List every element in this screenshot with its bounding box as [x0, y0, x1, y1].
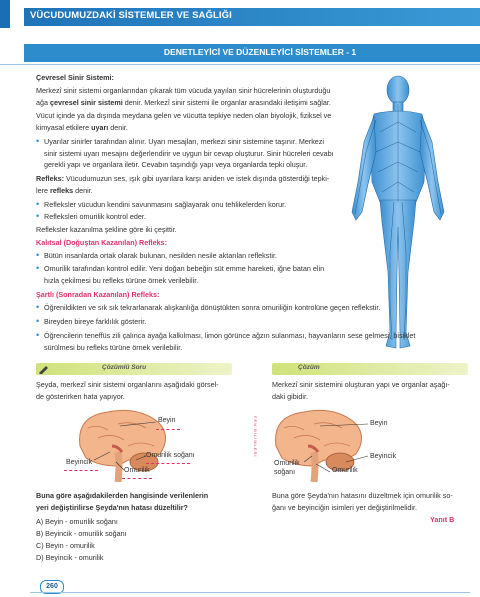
s-label-omurilik: Omurilik — [332, 467, 358, 474]
side-vertical-label — [250, 396, 258, 516]
section-title: DENETLEYİCİ VE DÜZENLEYİCİ SİSTEMLER - 1 — [163, 47, 357, 57]
question-ask-line-b: yeri değiştirilirse Şeyda'nın hatası düzeltilir? — [36, 502, 188, 512]
bullet-1-line-c: gerekli yapı ve organlara iletir. Cevabın taşındığı yapı veya organlarda tepki oluşur. — [44, 160, 308, 169]
s-label-omurilik-sogani-line-b: soğanı — [274, 469, 296, 476]
q-label-omurilik: Omurilik — [124, 467, 150, 474]
p3-line-b: lere refleks denir. — [36, 185, 93, 195]
heading-conditioned: Şartlı (Sonradan Kazanılan) Refleks: — [36, 290, 160, 299]
answer-label: Yanıt B — [430, 515, 455, 524]
bullet-innate-1: • Bütün insanlarda ortak olarak bulunan, nesilden nesile aktarılan reflekstir. — [44, 250, 277, 262]
paragraph-types: Refleksler kazanılma şekline göre iki çeşittir. — [36, 225, 177, 234]
q-pointer-lines — [60, 412, 200, 482]
bullet-conditioned-3 — [44, 330, 454, 353]
bullet-1-line-b: sinir sistemi uyarı mesajını değerlendirir ve uygun bir cevap oluşturur. Sinir hücreleri cevabı — [44, 148, 334, 158]
question-intro — [36, 379, 241, 402]
option-d: D) Beyincik - omurilik — [36, 553, 104, 562]
solution-intro-line-b: daki gibidir. — [272, 391, 308, 401]
bullet-innate-2-line-a: • Omurilik tarafından kontrol edilir. Yeni doğan bebeğin süt emme hareketi, iğne batan elin — [44, 264, 325, 273]
question-ask-line-a: Buna göre aşağıdakilerden hangisinde verilenlerin — [36, 491, 209, 500]
solution-text-line-b: ğanı ve beyinciğin isimleri yer değiştirilmelidir. — [272, 502, 418, 512]
chapter-title: VÜCUDUMUZDAKİ SİSTEMLER VE SAĞLIĞI — [30, 10, 232, 21]
question-tag: Çözümlü Soru — [102, 364, 147, 371]
solution-text-line-a: Buna göre Şeyda'nın hatasını düzeltmek için omurilik so- — [272, 491, 453, 500]
header-accent-bar — [0, 0, 10, 28]
option-b: B) Beyincik - omurilik soğanı — [36, 529, 127, 538]
bullet-defense: • Refleksler vücudun kendini savunmasını sağlayarak onu tehlikelerden korur. — [44, 199, 286, 211]
s-label-omurilik-sogani-line-a: Omurilik — [274, 460, 300, 467]
footer-line — [30, 592, 470, 593]
p3-line-a: Refleks: Vücudumuzun ses, ışık gibi uyarılara karşı aniden ve istek dışında gösterdiği tepki- — [36, 174, 330, 183]
question-intro-line-a: Şeyda, merkezî sinir sistemi organlarını aşağıdaki görsel- — [36, 380, 219, 389]
side-vertical-text: FEN BİLİMLERİ — [253, 416, 258, 458]
p2-line-b: kimyasal etkilere uyarı denir. — [36, 122, 128, 132]
s-label-omurilik-sogani — [274, 459, 300, 477]
bullet-stimulus — [44, 136, 346, 171]
bullet-innate-2-line-b: hızla çekilmesi bu refleks türüne örnek verilebilir. — [44, 275, 199, 285]
q-label-omurilik-sogani: Omurilik soğanı — [146, 452, 195, 459]
bullet-innate-2 — [44, 263, 346, 286]
option-a: A) Beyin - omurilik soğanı — [36, 517, 118, 526]
bullet-conditioned-3-line-a: • Öğrencilerin teneffüs zili çalınca ayağa kalkılması, limon görünce ağzın sulanması, hayvanların sese gelmesi, bisiklet — [44, 331, 416, 340]
heading-peripheral: Çevresel Sinir Sistemi: — [36, 73, 114, 82]
solution-tag-bar — [272, 363, 468, 375]
p1-line-b: ağa çevresel sinir sistemi denir. Merkezî sinir sistemi ile organlar arasındaki iletişimi sağlar. — [36, 97, 331, 107]
bullet-conditioned-1: • Öğrenildikten ve sık sık tekrarlanarak alışkanlığa dönüştükten sonra omuriliğin kontrolüne geçen reflekstir. — [44, 302, 380, 314]
p2-line-a: Vücut içinde ya da dışında meydana gelen ve vücutta tepkiye neden olan biyolojik, fiziksel ve — [36, 111, 332, 120]
bullet-spinal-control: • Refleksleri omurilik kontrol eder. — [44, 211, 146, 223]
page-header — [0, 0, 480, 64]
heading-innate: Kalıtsal (Doğuştan Kazanılan) Refleks: — [36, 238, 167, 247]
p1-line-a: Merkezî sinir sistemi organlarından çıkarak tüm vücuda yayılan sinir hücrelerinin oluşturduğu — [36, 86, 331, 95]
s-label-beyincik: Beyincik — [370, 453, 397, 460]
paragraph-2 — [36, 110, 346, 133]
question-tag-bar — [36, 363, 232, 375]
question-ask — [36, 490, 246, 513]
s-label-beyin: Beyin — [370, 420, 388, 427]
bullet-conditioned-3-line-b: sürülmesi bu refleks türüne örnek verilebilir. — [44, 342, 183, 352]
question-intro-line-b: de gösterirken hata yapıyor. — [36, 391, 125, 401]
page-number: 260 — [40, 580, 64, 594]
paragraph-1 — [36, 85, 346, 108]
solution-text — [272, 490, 472, 513]
solution-intro-line-a: Merkezî sinir sistemini oluşturan yapı ve organlar aşağı- — [272, 380, 450, 389]
paragraph-reflex — [36, 173, 346, 196]
header-divider — [0, 64, 480, 65]
option-c: C) Beyin - omurilik — [36, 541, 95, 550]
solution-tag: Çözüm — [298, 364, 320, 371]
solution-intro — [272, 379, 472, 402]
q-label-beyin: Beyin — [158, 417, 176, 424]
q-label-beyincik: Beyincik — [66, 459, 93, 466]
bullet-1-line-a: • Uyarılar sinirler tarafından alınır. Uyarı mesajları, merkezi sinir sistemine taşınır. Merkezi — [44, 137, 324, 146]
pencil-icon — [38, 364, 50, 374]
bullet-conditioned-2: • Bireyden bireye farklılık gösterir. — [44, 316, 146, 328]
